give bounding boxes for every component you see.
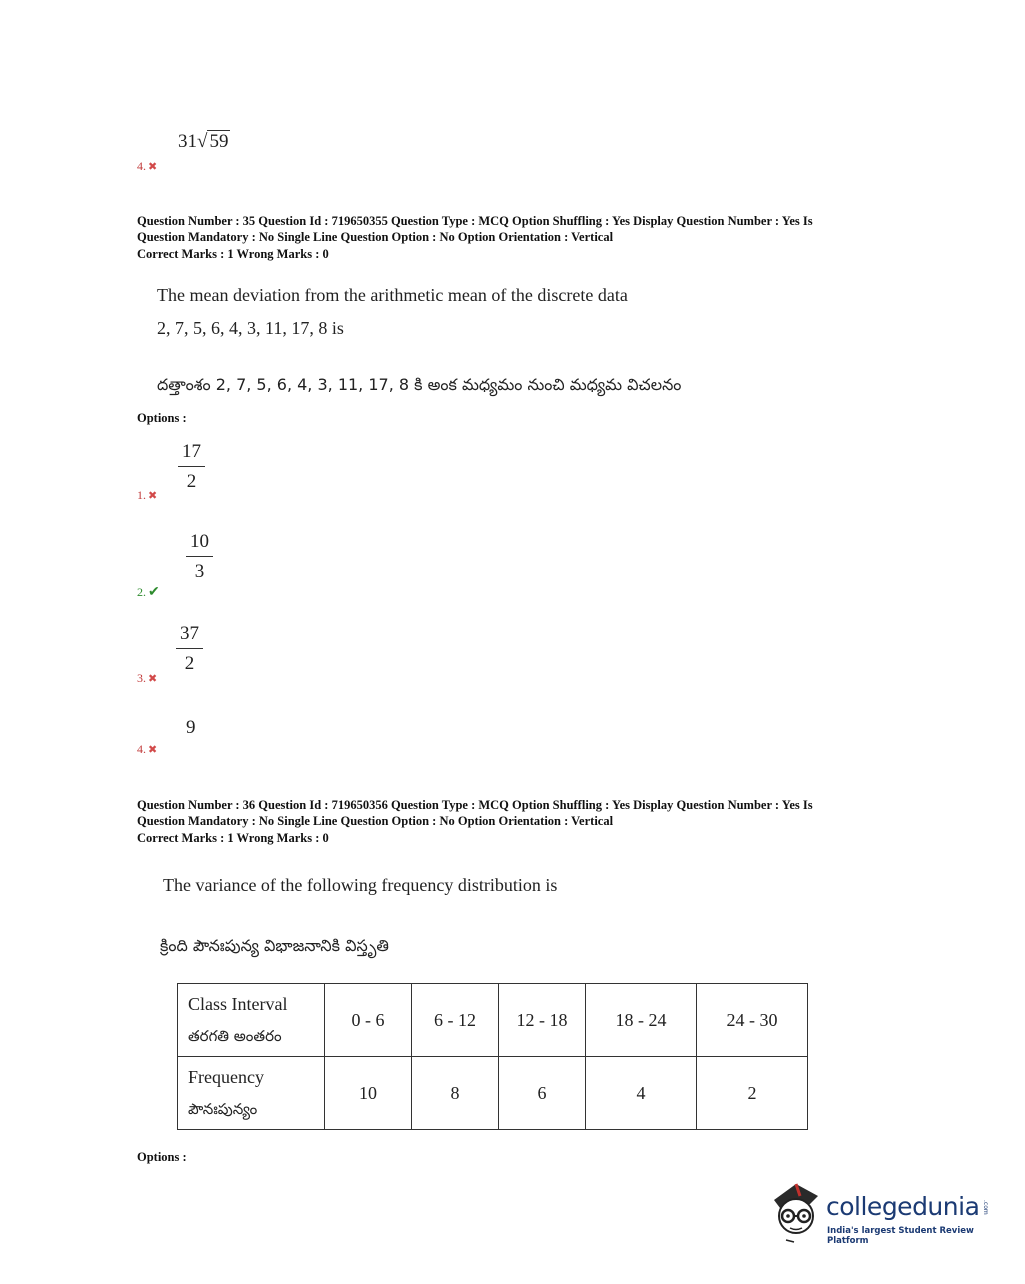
- logo-tagline: India's largest Student Review Platform: [827, 1226, 974, 1246]
- q35-telugu-text: దత్తాంశం 2, 7, 5, 6, 4, 3, 11, 17, 8 కి అంక మధ్యమం నుంచి మధ్యమ విచలనం: [157, 375, 682, 394]
- q36-options-label: Options :: [137, 1150, 187, 1164]
- frequency-row: [178, 1057, 808, 1130]
- q35-meta: Question Number : 35 Question Id : 719650355 Question Type : MCQ Option Shuffling : Yes Display Question Number : Yes Is Question Mandatory : No Single Line Question Option : No Option Orientation : Vertical Correct Marks : 1 Wrong Marks : 0: [137, 214, 813, 261]
- frequency-header: Frequency పౌనఃపున్యం: [178, 1057, 325, 1130]
- frequency-cell: 8: [412, 1057, 499, 1130]
- class-interval-header: Class Interval తరగతి అంతరం: [178, 984, 325, 1057]
- q36-telugu-text: క్రింది పౌనఃపున్య విభాజనానికి విస్తృతి: [160, 936, 389, 955]
- frequency-cell: 6: [499, 1057, 586, 1130]
- interval-cell: 12 - 18: [499, 984, 586, 1057]
- frequency-cell: 4: [586, 1057, 697, 1130]
- sqrt-coefficient: 31: [178, 131, 197, 152]
- q35-option-4-label: 4. ✖: [137, 742, 158, 756]
- frequency-distribution-table: [177, 983, 808, 1130]
- q35-option-1-fraction[interactable]: $\frac{17}{2}$: [178, 441, 205, 493]
- class-interval-row: [178, 984, 808, 1057]
- mascot-icon: [766, 1178, 824, 1244]
- wrong-mark-icon: ✖: [148, 744, 158, 756]
- interval-cell: 6 - 12: [412, 984, 499, 1057]
- q35-text-line2: 2, 7, 5, 6, 4, 3, 11, 17, 8 is: [157, 318, 344, 338]
- q35-option-2-fraction[interactable]: $\frac{10}{3}$: [186, 531, 213, 583]
- prev-option-4-value: [178, 131, 230, 153]
- q35-option-4-value[interactable]: 9: [186, 717, 196, 738]
- frequency-cell: 10: [325, 1057, 412, 1130]
- logo-suffix: .com: [982, 1200, 989, 1215]
- prev-option-4-label: 4. ✖: [137, 159, 158, 173]
- interval-cell: 24 - 30: [697, 984, 808, 1057]
- q35-option-3-label: 3. ✖: [137, 671, 158, 685]
- sqrt-symbol: √: [197, 131, 208, 152]
- q35-option-1-label: 1. ✖: [137, 488, 158, 502]
- sqrt-radicand: 59: [209, 131, 229, 152]
- logo-name: collegedunia: [826, 1192, 980, 1221]
- interval-cell: 18 - 24: [586, 984, 697, 1057]
- interval-cell: 0 - 6: [325, 984, 412, 1057]
- collegedunia-logo[interactable]: [766, 1176, 996, 1246]
- q35-options-label: Options :: [137, 411, 187, 425]
- q36-meta: Question Number : 36 Question Id : 719650356 Question Type : MCQ Option Shuffling : Yes Display Question Number : Yes Is Question Mandatory : No Single Line Question Option : No Option Orientation : Vertical Correct Marks : 1 Wrong Marks : 0: [137, 798, 813, 845]
- wrong-mark-icon: ✖: [148, 490, 158, 502]
- q35-option-3-fraction[interactable]: $\frac{37}{2}$: [176, 623, 203, 675]
- frequency-cell: 2: [697, 1057, 808, 1130]
- q36-text: The variance of the following frequency distribution is: [163, 875, 558, 895]
- q35-text-line1: The mean deviation from the arithmetic mean of the discrete data: [157, 285, 628, 305]
- wrong-mark-icon: ✖: [148, 673, 158, 685]
- q35-option-2-label: 2. ✔: [137, 585, 160, 600]
- wrong-mark-icon: ✖: [148, 161, 158, 173]
- check-mark-icon: ✔: [148, 585, 160, 600]
